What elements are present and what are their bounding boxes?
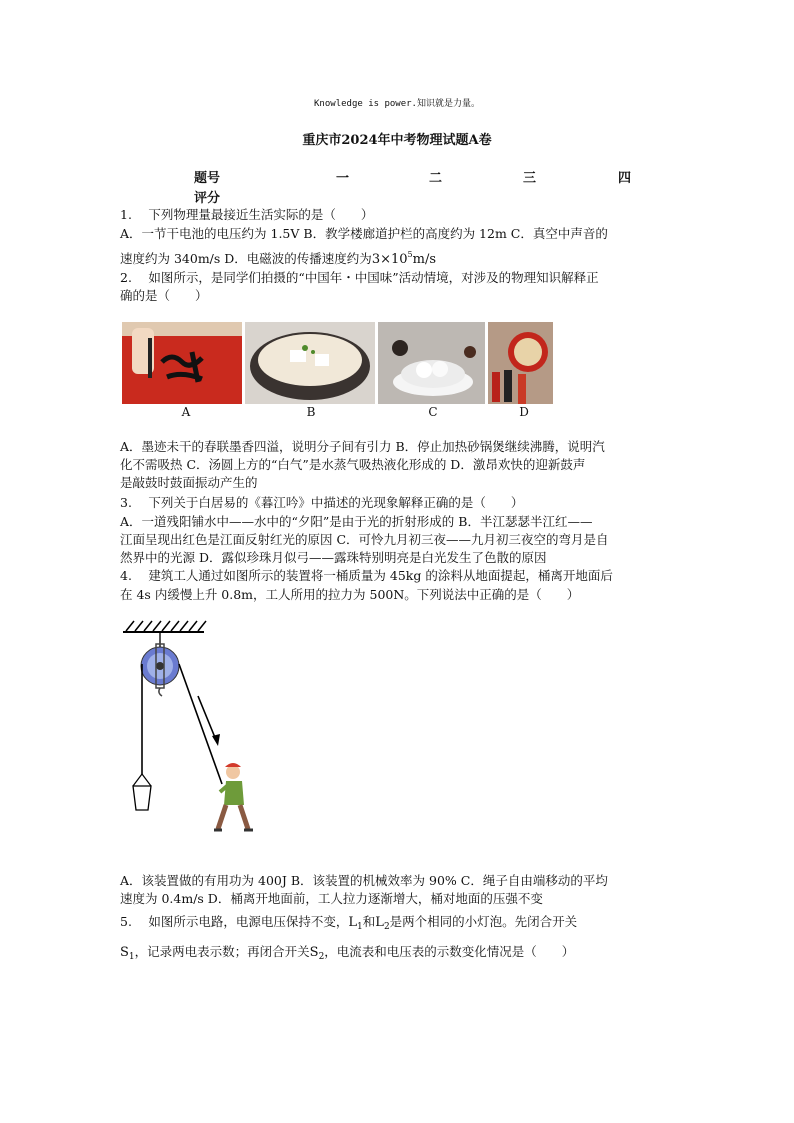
q5-stem-text-b: 是两个相同的小灯泡。先闭合开关: [389, 914, 578, 929]
q1-speed-unit: m/s: [412, 252, 437, 267]
q1-options-line2: [120, 246, 680, 268]
photo-b-soup-pot: [245, 322, 375, 404]
q2-options-line3: 是敲鼓时鼓面振动产生的: [120, 475, 258, 490]
q5-and: 和: [362, 914, 376, 929]
switch-s1-symbol: S: [120, 945, 129, 960]
q1-speed-exp: 5: [407, 250, 413, 259]
q5-stem-text-c: ，记录两电表示数；再闭合开关: [134, 944, 310, 959]
q3-options-line3: 然界中的光源 D．露似珍珠月似弓——露珠特别明亮是白光发生了色散的原因: [120, 550, 547, 565]
lamp-l2-symbol: L: [375, 915, 384, 930]
photo-label-a: A: [181, 405, 191, 419]
page-tagline: Knowledge is power.知识就是力量。: [314, 99, 480, 109]
q1-stem: 1. 下列物理量最接近生活实际的是（ ）: [120, 207, 374, 222]
photo-label-b: B: [306, 405, 316, 419]
score-table-row-header: 评分: [194, 191, 221, 206]
q5-stem-line2: [120, 943, 680, 966]
score-table-col-3: 三: [523, 171, 537, 186]
q2-options-line2: 化不需吸热 C．汤圆上方的“白气”是水蒸气吸热液化形成的 D．激昂欢快的迎新鼓声: [120, 457, 586, 472]
q2-stem-line2: 确的是（ ）: [120, 288, 208, 303]
q4-stem-line2: 在 4s 内缓慢上升 0.8m，工人所用的拉力为 500N。下列说法中正确的是（ ）: [120, 587, 580, 602]
q4-options-line1: A．该装置做的有用功为 400J B．该装置的机械效率为 90% C．绳子自由端移动的平均: [120, 873, 608, 888]
switch-s2-symbol: S: [309, 945, 319, 960]
switch-s1-sub: 1: [128, 952, 135, 962]
photo-c-tangyuan: [378, 322, 485, 404]
q3-options-line1: A．一道残阳铺水中——水中的“夕阳”是由于光的折射形成的 B．半江瑟瑟半江红——: [120, 514, 593, 529]
q5-stem-text-a: 5. 如图所示电路，电源电压保持不变，: [120, 914, 349, 929]
q2-stem-line1: 2. 如图所示，是同学们拍摄的“中国年・中国味”活动情境，对涉及的物理知识解释正: [120, 270, 599, 285]
pulley-wheel: [141, 644, 179, 688]
switch-s2-sub: 2: [318, 952, 325, 962]
photo-label-d: D: [519, 405, 529, 419]
q5-stem-line1: [120, 913, 680, 936]
lamp-l2-sub: 2: [383, 922, 390, 932]
score-table-col-4: 四: [618, 171, 632, 186]
q1-options-text: 速度约为 340m/s D．电磁波的传播速度约为: [120, 251, 372, 266]
score-table-col-2: 二: [429, 171, 443, 186]
lamp-l1-sub: 1: [357, 922, 363, 932]
q1-speed-value: 3×10: [371, 252, 408, 267]
q3-options-line2: 江面呈现出红色是江面反射红光的原因 C．可怜九月初三夜——九月初三夜空的弯月是自: [120, 532, 609, 547]
lamp-l1-symbol: L: [348, 915, 358, 930]
score-table-col-header: 题号: [194, 171, 221, 186]
q4-stem-line1: 4. 建筑工人通过如图所示的装置将一桶质量为 45kg 的涂料从地面提起，桶离开地面后: [120, 568, 613, 583]
q5-stem-text-d: ，电流表和电压表的示数变化情况是（ ）: [324, 944, 575, 959]
pulley-diagram: [120, 616, 270, 852]
photo-label-c: C: [428, 405, 438, 419]
worker-figure: [214, 763, 253, 830]
ceiling-hatch: [123, 621, 206, 632]
q1-options-line1: A．一节干电池的电压约为 1.5V B．教学楼廊道护栏的高度约为 12m C．真空中声音的: [120, 226, 608, 241]
exam-title: 重庆市2024年中考物理试题A卷: [302, 133, 492, 148]
q3-stem: 3. 下列关于白居易的《暮江吟》中描述的光现象解释正确的是（ ）: [120, 495, 524, 510]
photo-a-calligraphy: [122, 322, 242, 404]
rope-direction-arrow: [198, 696, 220, 746]
score-table-col-1: 一: [336, 171, 350, 186]
photo-d-drum: [488, 322, 553, 404]
q2-options-line1: A．墨迹未干的春联墨香四溢，说明分子间有引力 B．停止加热砂锅煲继续沸腾，说明汽: [120, 439, 605, 454]
paint-bucket: [133, 774, 151, 810]
q4-options-line2: 速度为 0.4m/s D．桶离开地面前，工人拉力逐渐增大，桶对地面的压强不变: [120, 891, 543, 906]
